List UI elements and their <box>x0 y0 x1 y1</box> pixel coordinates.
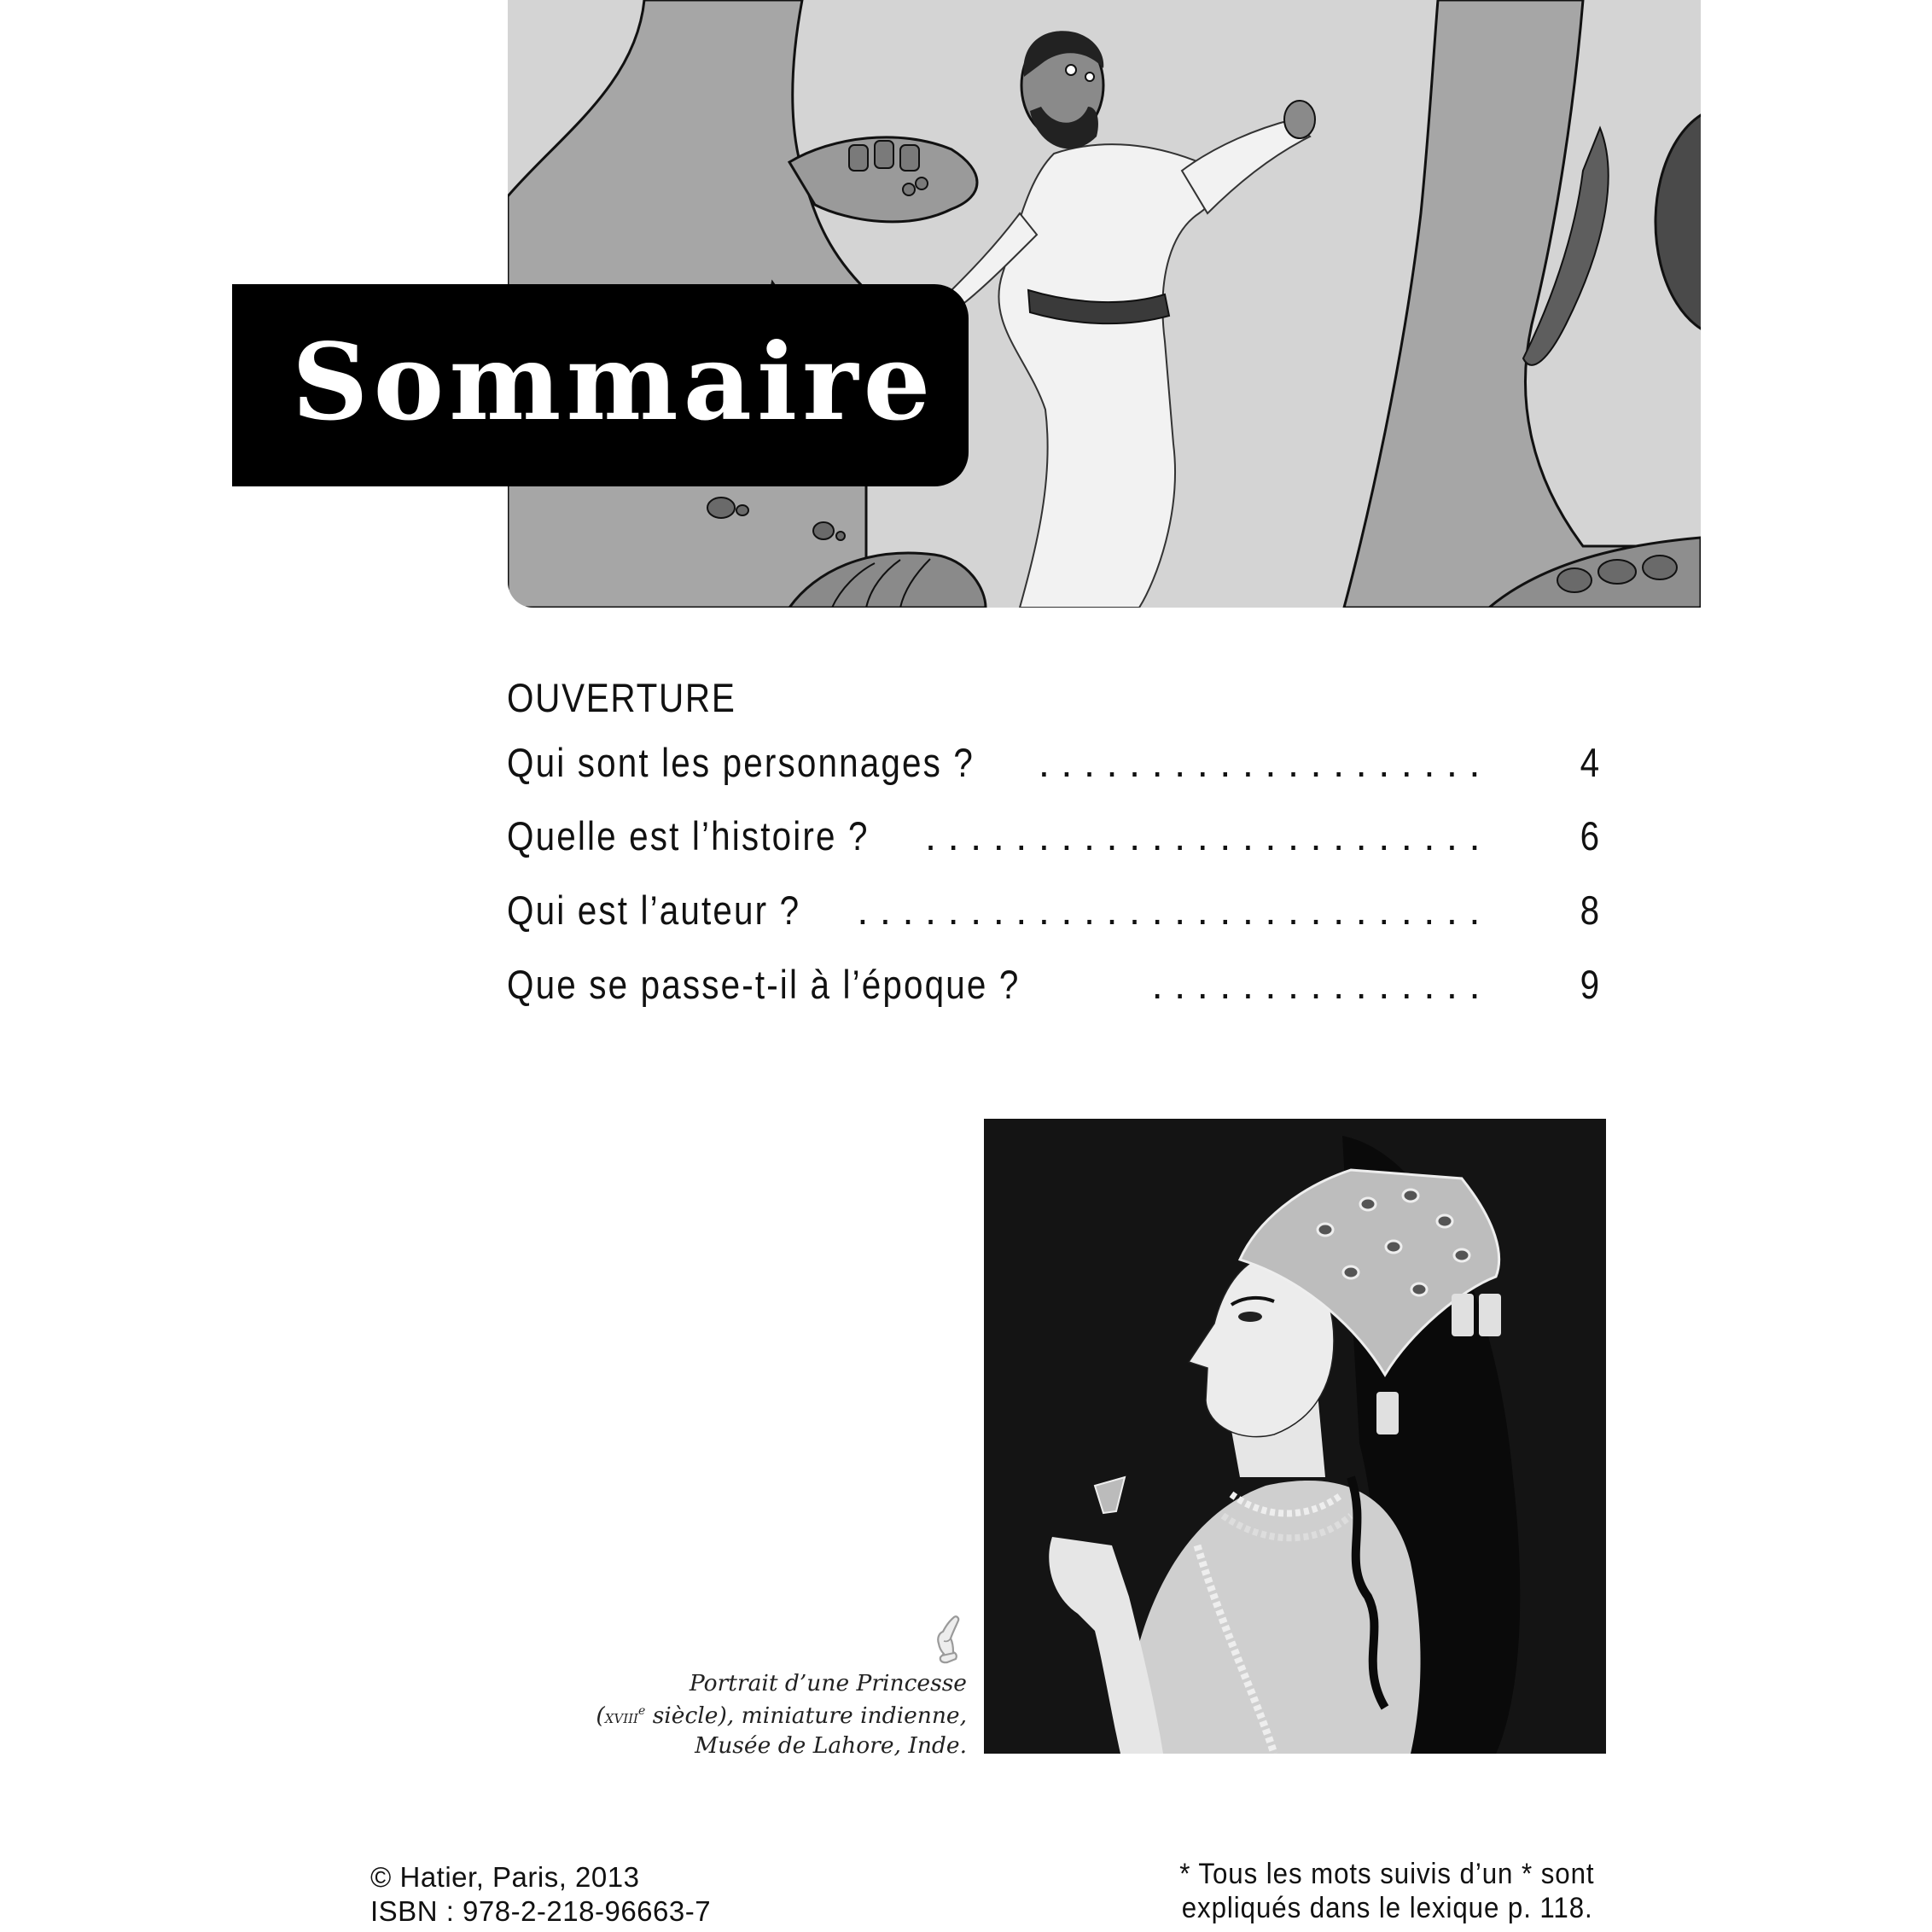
portrait-caption <box>512 1669 967 1760</box>
page-title: Sommaire <box>292 321 936 445</box>
toc-section-heading: OUVERTURE <box>507 675 736 720</box>
caption-century: xviii <box>604 1706 638 1728</box>
toc-entry-page: 9 <box>1580 962 1599 1007</box>
toc-entry-page: 4 <box>1580 740 1599 785</box>
copyright-text: © Hatier, Paris, 2013 <box>370 1861 640 1893</box>
caption-line-title: Portrait d’une Princesse <box>689 1670 967 1696</box>
toc-leader-dots: .................... <box>1038 740 1492 785</box>
toc-entry[interactable] <box>507 885 1599 936</box>
caption-paren: ( <box>596 1702 605 1729</box>
glossary-note-line2: expliqués dans le lexique p. 118. <box>1181 1892 1593 1924</box>
toc-entry-label: Qui sont les personnages ? <box>507 740 975 785</box>
toc-leader-dots: ............... <box>1151 962 1492 1007</box>
isbn-text: ISBN : 978-2-218-96663-7 <box>370 1895 712 1927</box>
caption-line-museum: Musée de Lahore, Inde. <box>695 1731 967 1759</box>
toc-entry-page: 8 <box>1580 887 1599 933</box>
footer-publisher <box>370 1860 711 1929</box>
toc-leader-dots: ............................ <box>857 887 1492 933</box>
toc-entry-label: Quelle est l’histoire ? <box>507 813 870 858</box>
footer-glossary-note <box>1179 1857 1594 1925</box>
toc-entry-page: 6 <box>1580 813 1599 858</box>
toc-entry[interactable] <box>507 737 1599 789</box>
title-banner <box>232 284 969 486</box>
caption-line-date <box>512 1697 967 1731</box>
portrait-image <box>984 1119 1606 1754</box>
pointing-hand-icon <box>930 1615 963 1666</box>
toc-leader-dots: ......................... <box>925 813 1492 858</box>
toc-entry-label: Que se passe-t-il à l’époque ? <box>507 962 1021 1007</box>
caption-century-sup: e <box>637 1704 646 1718</box>
portrait-art <box>984 1119 1606 1754</box>
toc-entry[interactable] <box>507 811 1599 862</box>
glossary-note-line1: * Tous les mots suivis d’un * sont <box>1178 1858 1594 1890</box>
toc-entry-label: Qui est l’auteur ? <box>507 887 801 933</box>
toc-entry[interactable] <box>507 959 1599 1010</box>
caption-date-rest: siècle), miniature indienne, <box>645 1702 967 1729</box>
